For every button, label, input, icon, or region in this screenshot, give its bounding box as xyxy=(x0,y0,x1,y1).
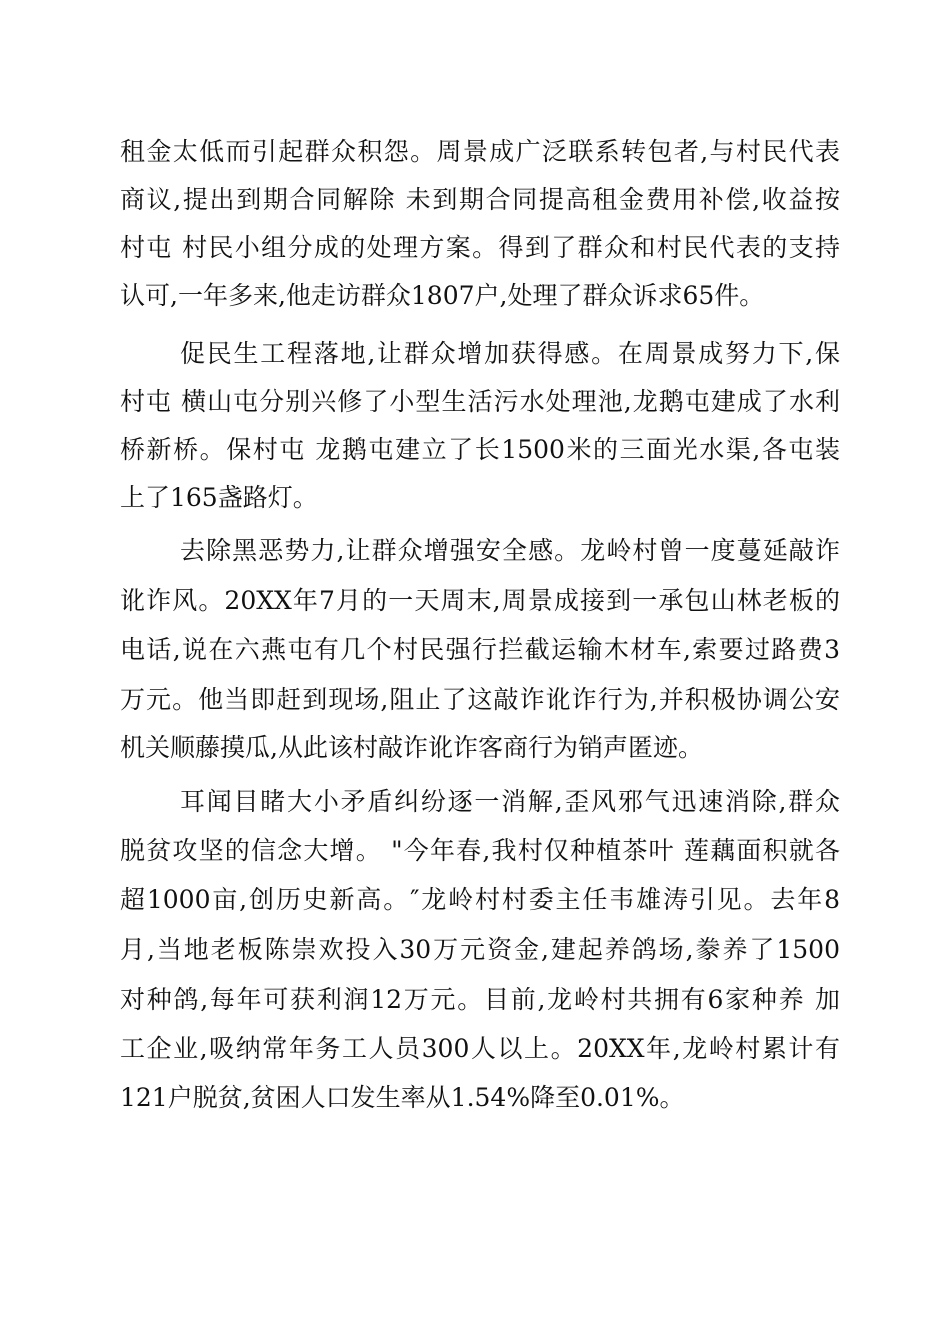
paragraph-3-line-2: 讹诈风。20XX年7月的一天周末,周景成接到一承包山林老板的 xyxy=(120,586,840,615)
paragraph-2-line-3: 桥新桥。保村屯 龙鹅屯建立了长1500米的三面光水渠,各屯装 xyxy=(120,435,840,464)
paragraph-3-line-5: 机关顺藤摸瓜,从此该村敲诈讹诈客商行为销声匿迹。 xyxy=(120,733,703,762)
paragraph-4-line-3: 超1000亩,创历史新高。″龙岭村村委主任韦雄涛引见。去年8 xyxy=(120,885,840,914)
paragraph-4-line-7: 121户脱贫,贫困人口发生率从1.54%降至0.01%。 xyxy=(120,1083,685,1112)
paragraph-4-line-4: 月,当地老板陈崇欢投入30万元资金,建起养鸽场,豢养了1500 xyxy=(120,935,840,964)
paragraph-2-line-1: 促民生工程落地,让群众增加获得感。在周景成努力下,保 xyxy=(180,339,840,368)
paragraph-4-line-5: 对种鸽,每年可获利润12万元。目前,龙岭村共拥有6家种养 加 xyxy=(120,985,840,1014)
paragraph-4-line-1: 耳闻目睹大小矛盾纠纷逐一消解,歪风邪气迅速消除,群众 xyxy=(180,787,840,816)
paragraph-1-line-3: 村屯 村民小组分成的处理方案。得到了群众和村民代表的支持 xyxy=(120,233,840,262)
paragraph-3-line-3: 电话,说在六燕屯有几个村民强行拦截运输木材车,索要过路费3 xyxy=(120,635,840,664)
paragraph-1-line-2: 商议,提出到期合同解除 未到期合同提高租金费用补偿,收益按 xyxy=(120,185,840,214)
paragraph-1-line-1: 租金太低而引起群众积怨。周景成广泛联系转包者,与村民代表 xyxy=(120,137,840,166)
paragraph-1-line-4: 认可,一年多来,他走访群众1807户,处理了群众诉求65件。 xyxy=(120,281,765,310)
paragraph-4-line-6: 工企业,吸纳常年务工人员300人以上。20XX年,龙岭村累计有 xyxy=(120,1034,840,1063)
paragraph-2-line-2: 村屯 横山屯分别兴修了小型生活污水处理池,龙鹅屯建成了水利 xyxy=(120,387,840,416)
paragraph-2-line-4: 上了165盏路灯。 xyxy=(120,483,318,512)
paragraph-4-line-2: 脱贫攻坚的信念大增。 "今年春,我村仅种植茶叶 莲藕面积就各 xyxy=(120,836,840,865)
paragraph-3-line-1: 去除黑恶势力,让群众增强安全感。龙岭村曾一度蔓延敲诈 xyxy=(180,536,840,565)
paragraph-3-line-4: 万元。他当即赶到现场,阻止了这敲诈讹诈行为,并积极协调公安 xyxy=(120,685,840,714)
